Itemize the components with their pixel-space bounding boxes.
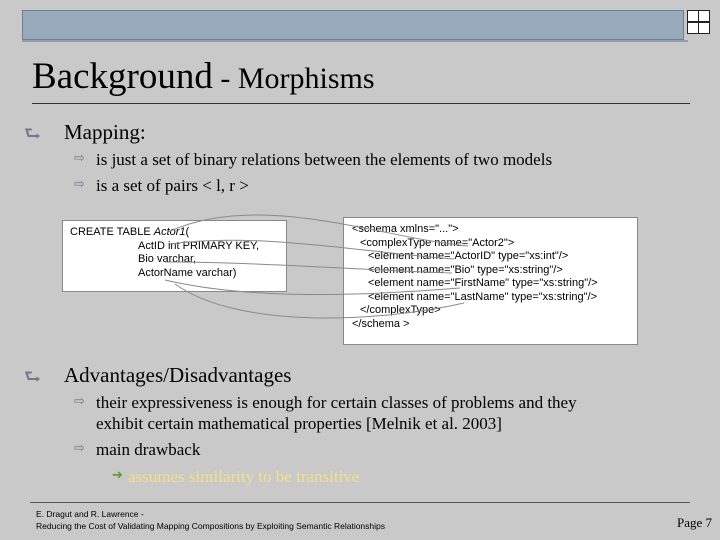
- xml-line: <schema xmlns="...">: [352, 223, 459, 235]
- bullet-advantages: [24, 363, 292, 388]
- hollow-arrow-subbullet-icon: ⇨: [74, 441, 85, 456]
- list-item: [74, 176, 249, 196]
- page-number: Page 7: [676, 515, 712, 530]
- xml-line: </schema >: [352, 317, 410, 330]
- list-item-text: exhibit certain mathematical properties [Melnik et al. 2003]: [96, 414, 502, 433]
- xml-line: <complexType name="Actor2">: [360, 236, 515, 249]
- slide-title: [32, 58, 375, 95]
- xml-line: <element name="LastName" type="xs:string"/>: [368, 290, 598, 303]
- footer-rule: [30, 502, 690, 503]
- curved-arrow-bullet-icon: ⮑: [24, 123, 42, 145]
- hollow-arrow-subbullet-icon: ⇨: [74, 151, 85, 166]
- hollow-arrow-subbullet-icon: ⇨: [74, 177, 85, 192]
- hollow-arrow-subbullet-icon: ⇨: [74, 394, 85, 409]
- sql-schema-box: [62, 220, 287, 292]
- footer: [36, 508, 385, 532]
- list-item-text: is a set of pairs < l, r >: [96, 176, 249, 195]
- bullet-label: Mapping:: [64, 120, 146, 144]
- xml-line: <element name="FirstName" type="xs:string"/>: [368, 277, 598, 289]
- list-item: [74, 393, 577, 413]
- title-rest: - Morphisms: [212, 62, 375, 95]
- list-item-continuation: [96, 414, 502, 434]
- sql-line: ActID int PRIMARY KEY,: [138, 239, 260, 252]
- sub-list-item-text: assumes similarity to be transitive: [128, 467, 360, 486]
- sql-line: ActorName varchar): [138, 266, 237, 279]
- bullet-mapping: [24, 120, 146, 145]
- green-arrow-icon: ➔: [112, 468, 123, 483]
- footer-authors: E. Dragut and R. Lawrence -: [36, 509, 144, 519]
- list-item: [74, 440, 201, 460]
- sql-line: CREATE TABLE Actor1(: [70, 226, 190, 238]
- window-square-icon: [698, 10, 710, 22]
- footer-paper-title: Reducing the Cost of Validating Mapping Compositions by Exploiting Semantic Relationships: [36, 521, 386, 531]
- title-main: Background: [32, 56, 213, 97]
- xml-line: </complexType>: [360, 304, 441, 316]
- xml-line: <element name="Bio" type="xs:string"/>: [368, 263, 563, 276]
- list-item-text: is just a set of binary relations between the elements of two models: [96, 150, 553, 169]
- list-item: [74, 150, 553, 170]
- header-bar: [22, 10, 684, 40]
- xml-schema-box: [343, 217, 638, 345]
- header-bar-shadow: [22, 40, 688, 42]
- curved-arrow-bullet-icon: ⮑: [24, 366, 42, 388]
- bullet-label: Advantages/Disadvantages: [64, 363, 292, 387]
- title-underline: [32, 103, 690, 104]
- list-item-text: their expressiveness is enough for certain classes of problems and they: [96, 393, 577, 412]
- xml-line: <element name="ActorID" type="xs:int"/>: [368, 250, 569, 262]
- list-item-text: main drawback: [96, 440, 201, 459]
- sql-line: Bio varchar,: [138, 253, 197, 265]
- sub-list-item: [112, 467, 360, 487]
- window-square-icon: [698, 22, 710, 34]
